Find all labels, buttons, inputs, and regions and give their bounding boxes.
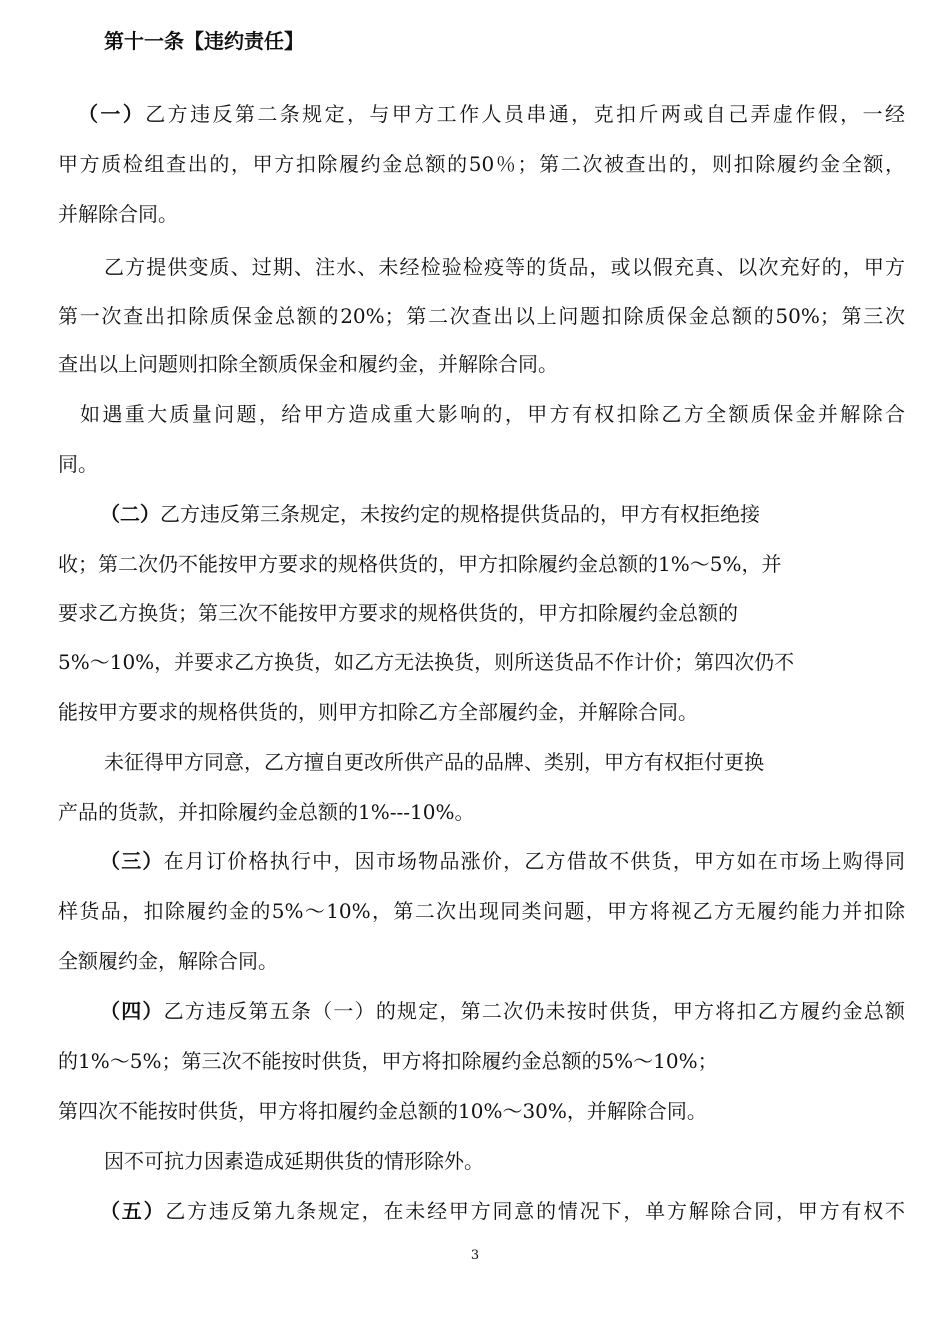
paragraph-line bbox=[100, 848, 905, 874]
paragraph-line: 能按甲方要求的规格供货的，则甲方扣除乙方全部履约金，并解除合同。 bbox=[58, 700, 698, 724]
paragraph-line: 甲方质检组查出的，甲方扣除履约金总额的50％；第二次被查出的，则扣除履约金全额， bbox=[58, 152, 905, 176]
paragraph-line: 要求乙方换货；第三次不能按甲方要求的规格供货的，甲方扣除履约金总额的 bbox=[58, 601, 738, 625]
page-number: 3 bbox=[470, 1248, 480, 1263]
clause-marker: （一） bbox=[78, 102, 146, 126]
paragraph-line: 收；第二次仍不能按甲方要求的规格供货的，甲方扣除履约金总额的1%～5%，并 bbox=[58, 552, 782, 576]
line-text: 乙方违反第九条规定，在未经甲方同意的情况下，单方解除合同，甲方有权不 bbox=[165, 1199, 906, 1223]
paragraph-line: 第一次查出扣除质保金总额的20%；第二次查出以上问题扣除质保金总额的50%；第三次 bbox=[58, 304, 905, 328]
line-text: 乙方违反第五条（一）的规定，第二次仍未按时供货，甲方将扣乙方履约金总额 bbox=[163, 999, 906, 1023]
paragraph-line bbox=[100, 1198, 905, 1224]
paragraph-line: 并解除合同。 bbox=[58, 202, 178, 226]
paragraph-line bbox=[100, 998, 905, 1024]
paragraph-line bbox=[100, 501, 760, 527]
clause-marker: （三） bbox=[100, 849, 164, 873]
clause-marker: （四） bbox=[100, 999, 164, 1023]
clause-marker: （五） bbox=[100, 1199, 166, 1223]
article-title: 第十一条【违约责任】 bbox=[104, 29, 304, 53]
paragraph-line: 如遇重大质量问题，给甲方造成重大影响的，甲方有权扣除乙方全额质保金并解除合 bbox=[80, 402, 905, 426]
clause-marker: （二） bbox=[100, 502, 160, 526]
paragraph-line: 全额履约金，解除合同。 bbox=[58, 949, 278, 973]
paragraph-line: 乙方提供变质、过期、注水、未经检验检疫等的货品，或以假充真、以次充好的，甲方 bbox=[104, 255, 905, 279]
line-text: 在月订价格执行中，因市场物品涨价，乙方借故不供货，甲方如在市场上购得同 bbox=[163, 849, 906, 873]
paragraph-line bbox=[78, 101, 905, 127]
paragraph-line: 产品的货款，并扣除履约金总额的1%---10%。 bbox=[58, 800, 475, 824]
paragraph-line: 因不可抗力因素造成延期供货的情形除外。 bbox=[104, 1149, 484, 1173]
paragraph-line: 未征得甲方同意，乙方擅自更改所供产品的品牌、类别，甲方有权拒付更换 bbox=[104, 750, 764, 774]
line-text: 乙方违反第二条规定，与甲方工作人员串通，克扣斤两或自己弄虚作假，一经 bbox=[145, 102, 905, 126]
paragraph-line: 同。 bbox=[58, 452, 98, 476]
paragraph-line: 的1%～5%；第三次不能按时供货，甲方将扣除履约金总额的5%～10%； bbox=[58, 1049, 718, 1073]
paragraph-line: 样货品，扣除履约金的5%～10%，第二次出现同类问题，甲方将视乙方无履约能力并扣除 bbox=[58, 899, 905, 923]
paragraph-line: 查出以上问题则扣除全额质保金和履约金，并解除合同。 bbox=[58, 352, 558, 376]
paragraph-line: 5%～10%，并要求乙方换货，如乙方无法换货，则所送货品不作计价；第四次仍不 bbox=[58, 650, 795, 674]
line-text: 乙方违反第三条规定，未按约定的规格提供货品的，甲方有权拒绝接 bbox=[160, 502, 760, 526]
paragraph-line: 第四次不能按时供货，甲方将扣履约金总额的10%～30%，并解除合同。 bbox=[58, 1099, 707, 1123]
